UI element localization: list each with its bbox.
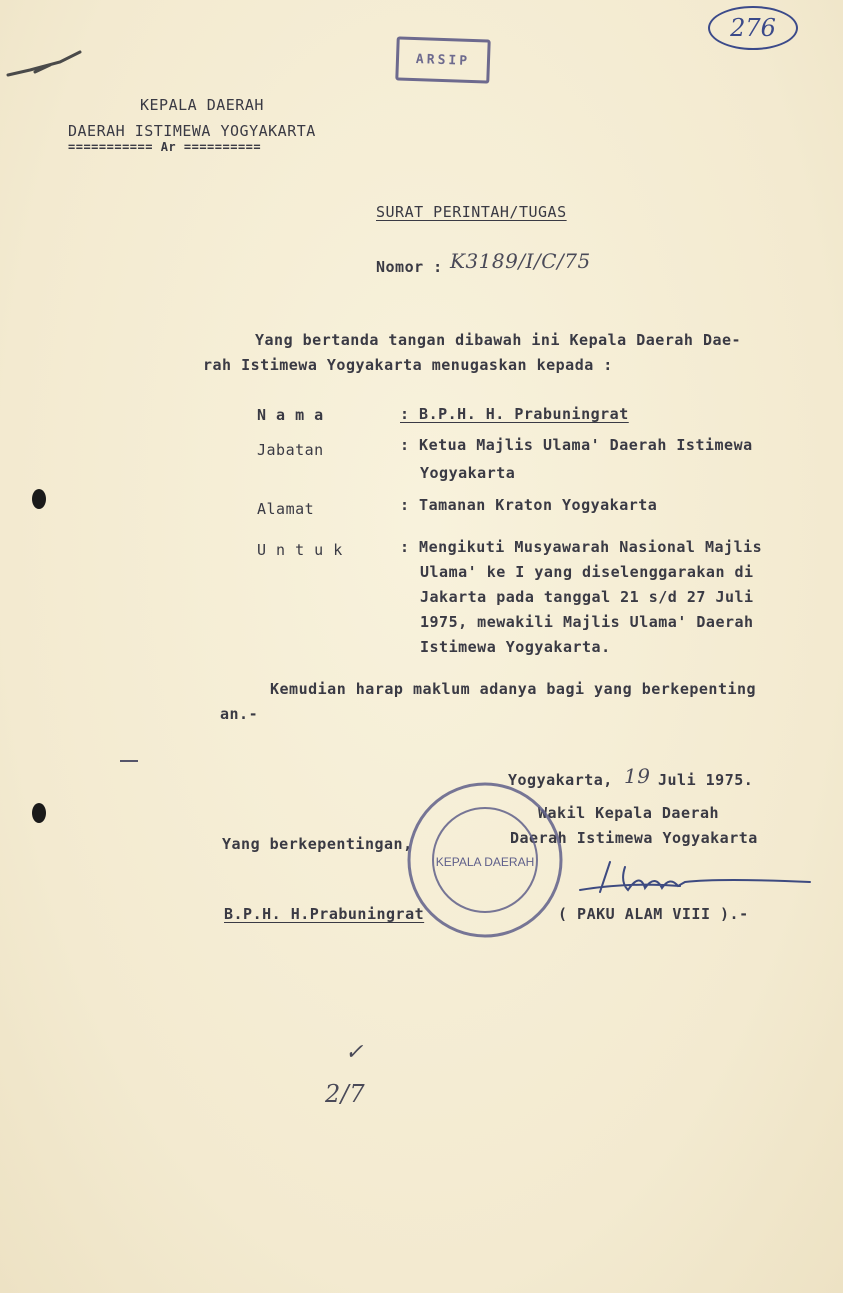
header-code: =========== Ar ==========: [68, 140, 262, 154]
nama-value: : B.P.H. H. Prabuningrat: [400, 405, 629, 423]
untuk-value-line3: Jakarta pada tanggal 21 s/d 27 Juli: [420, 588, 754, 606]
signature-scribble-icon: [570, 852, 830, 902]
sign-place-suffix: Juli 1975.: [658, 771, 754, 789]
punch-hole-icon: [32, 803, 46, 823]
official-seal-icon: [405, 780, 565, 940]
alamat-value: : Tamanan Kraton Yogyakarta: [400, 496, 658, 514]
jabatan-label: Jabatan: [257, 441, 324, 459]
alamat-label: Alamat: [257, 500, 315, 518]
intro-line2: rah Istimewa Yogyakarta menugaskan kepada :: [203, 356, 613, 374]
sign-role2: Daerah Istimewa Yogyakarta: [510, 829, 758, 847]
archive-number: 276: [708, 6, 798, 50]
nama-label: N a m a: [257, 406, 324, 424]
untuk-value-line5: Istimewa Yogyakarta.: [420, 638, 611, 656]
margin-mark: [120, 760, 138, 762]
left-sign-name: B.P.H. H.Prabuningrat: [224, 905, 425, 923]
punch-hole-icon: [32, 489, 46, 509]
untuk-value-line4: 1975, mewakili Majlis Ulama' Daerah: [420, 613, 754, 631]
signer-name: ( PAKU ALAM VIII ).-: [558, 905, 749, 923]
jabatan-value-line2: Yogyakarta: [420, 464, 516, 482]
header-line1: KEPALA DAERAH: [140, 96, 264, 114]
intro-line1: Yang bertanda tangan dibawah ini Kepala Daerah Dae-: [255, 331, 742, 349]
sign-role1: Wakil Kepala Daerah: [538, 804, 720, 822]
untuk-value-line2: Ulama' ke I yang diselenggarakan di: [420, 563, 754, 581]
jabatan-value-line1: : Ketua Majlis Ulama' Daerah Istimewa: [400, 436, 753, 454]
sign-place-prefix: Yogyakarta,: [508, 771, 613, 789]
nomor-value: K3189/I/C/75: [450, 249, 591, 273]
nomor-label: Nomor :: [376, 258, 443, 276]
header-line2: DAERAH ISTIMEWA YOGYAKARTA: [68, 122, 316, 140]
ink-mark-icon: [0, 40, 100, 85]
archive-stamp: ARSIP: [395, 36, 490, 83]
untuk-label: U n t u k: [257, 541, 343, 559]
closing-line1: Kemudian harap maklum adanya bagi yang berkepenting: [270, 680, 757, 698]
left-sign-label: Yang berkepentingan,: [222, 835, 413, 853]
untuk-value-line1: : Mengikuti Musyawarah Nasional Majlis: [400, 538, 763, 556]
document-title: SURAT PERINTAH/TUGAS: [376, 203, 567, 221]
closing-line2: an.-: [220, 705, 259, 723]
annotation-mark: 2/7: [325, 1080, 366, 1108]
annotation-check-icon: ✓: [345, 1040, 364, 1065]
sign-day: 19: [624, 764, 651, 788]
seal-inner-text: KEPALA DAERAH: [435, 855, 535, 869]
